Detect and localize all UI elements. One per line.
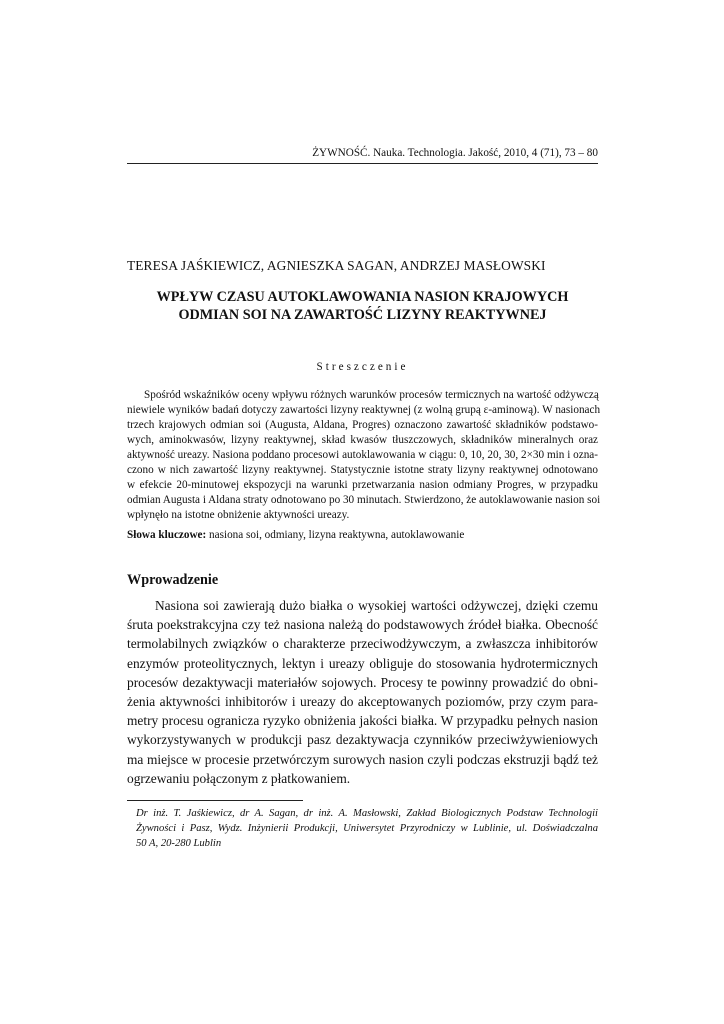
intro-line: śruta poekstrakcyjna czy też nasiona należą do podstawowych źródeł białka. Obecność xyxy=(127,617,598,633)
footnote-line: 50 A, 20-280 Lublin xyxy=(136,838,222,849)
introduction-paragraph xyxy=(127,596,598,788)
abstract-line: Spośród wskaźników oceny wpływu różnych warunków procesów termicznych na wartość odżywczą xyxy=(144,389,599,401)
abstract-line: w efekcie 20-minutowej ekspozycji na warunki przetwarzania nasion odmiany Progres, w przypadku xyxy=(127,479,598,491)
abstract-line: wpłynęło na istotne obniżenie aktywności ureazy. xyxy=(127,509,350,521)
footnote-rule xyxy=(127,800,303,801)
keywords xyxy=(127,528,598,543)
section-heading: Wprowadzenie xyxy=(127,572,219,588)
intro-line: żenia aktywności inhibitorów i ureazy do akceptowanych poziomów, przy czym para- xyxy=(127,694,598,710)
intro-line: wykorzystywanych w produkcji pasz dezaktywacja czynników przeciwżywieniowych xyxy=(127,732,598,748)
intro-line: ma miejsce w procesie przetwórczym surowych nasion czyli podczas ekstruzji bądź też xyxy=(127,751,598,767)
intro-line: Nasiona soi zawierają dużo białka o wysokiej wartości odżywczej, dzięki czemu xyxy=(155,598,598,613)
intro-line: termolabilnych związków o charakterze przeciwodżywczym, a zwłaszcza inhibitorów xyxy=(127,636,598,652)
running-head: ŻYWNOŚĆ. Nauka. Technologia. Jakość, 2010, 4 (71), 73 – 80 xyxy=(312,147,598,159)
article-title-line-1: WPŁYW CZASU AUTOKLAWOWANIA NASION KRAJOWYCH xyxy=(156,289,569,305)
article-title xyxy=(127,288,598,324)
authors: TERESA JAŚKIEWICZ, AGNIESZKA SAGAN, ANDRZEJ MASŁOWSKI xyxy=(127,258,546,273)
abstract-line: niewiele wyników badań dotyczy zawartości lizyny reaktywnej (z wolną grupą ε-aminową). W nasionach xyxy=(127,404,601,416)
header-rule xyxy=(127,163,598,164)
intro-line: metry procesu ogranicza ryzyko obniżenia jakości białka. W przypadku pełnych nasion xyxy=(127,713,598,729)
intro-line: procesów dezaktywacji materiałów sojowych. Procesy te powinny prowadzić do obni- xyxy=(127,674,598,690)
abstract-heading: Streszczenie xyxy=(316,361,409,373)
abstract-line: czono w nich zawartość lizyny reaktywnej. Statystycznie istotne straty lizyny reaktywnej odnotowano xyxy=(127,464,598,476)
intro-line: enzymów proteolitycznych, lektyn i ureazy obliguje do stosowania hydrotermicznych xyxy=(127,655,598,671)
abstract-line: trzech krajowych odmian soi (Augusta, Aldana, Progres) oznaczono zawartość składników podstawo- xyxy=(127,419,598,431)
abstract-line: aktywność ureazy. Nasiona poddano procesowi autoklawowania w ciągu: 0, 10, 20, 30, 2×30 min i ozna- xyxy=(127,449,598,461)
article-title-line-2: ODMIAN SOI NA ZAWARTOŚĆ LIZYNY REAKTYWNEJ xyxy=(178,307,547,323)
keywords-text: nasiona soi, odmiany, lizyna reaktywna, autoklawowanie xyxy=(206,529,465,541)
abstract xyxy=(127,388,601,523)
footnote-line: Żywności i Pasz, Wydz. Inżynierii Produkcji, Uniwersytet Przyrodniczy w Lublinie, ul. Doświadczalna xyxy=(136,823,598,834)
abstract-line: odmian Augusta i Aldana straty odnotowano po 30 minutach. Stwierdzono, że autoklawowanie nasion soi xyxy=(127,494,601,506)
abstract-line: wych, aminokwasów, lizyny reaktywnej, skład kwasów tłuszczowych, składników mineralnych oraz xyxy=(127,434,598,446)
intro-line: ogrzewaniu połączonym z płatkowaniem. xyxy=(127,770,351,786)
footnote-line: Dr inż. T. Jaśkiewicz, dr A. Sagan, dr inż. A. Masłowski, Zakład Biologicznych Podstaw Technologii xyxy=(136,808,598,819)
keywords-label: Słowa kluczowe: xyxy=(127,529,207,541)
author-affiliation-footnote xyxy=(136,806,598,851)
